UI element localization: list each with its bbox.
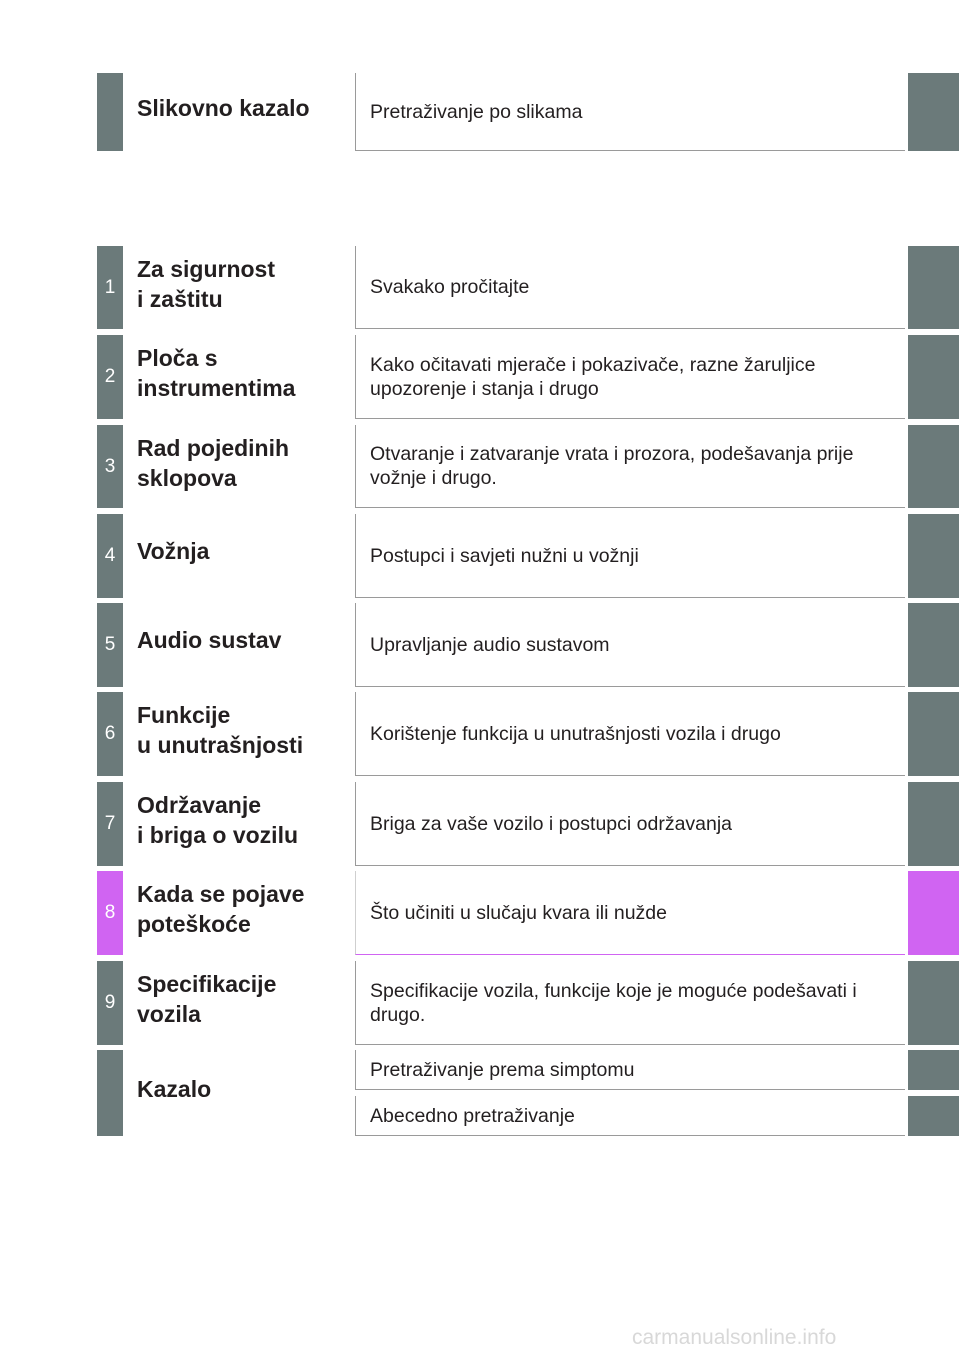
chapter-desc: Specifikacije vozila, funkcije koje je moguće podešavati i drugo. — [355, 961, 905, 1045]
index-title: Kazalo — [137, 1076, 212, 1102]
index-item-alphabetical[interactable]: Abecedno pretraživanje — [355, 1096, 905, 1136]
chapter-row-1[interactable] — [97, 246, 959, 329]
chapter-number: 3 — [97, 425, 123, 508]
chapter-title: Audio sustav — [137, 627, 282, 653]
chapter-title: Specifikacije vozila — [137, 971, 277, 1027]
chapter-title: Rad pojedinih sklopova — [137, 435, 290, 491]
chapter-right-tab — [908, 603, 959, 687]
chapter-number: 2 — [97, 335, 123, 419]
chapter-title: Za sigurnost i zaštitu — [137, 256, 276, 312]
chapter-desc: Korištenje funkcija u unutrašnjosti vozila i drugo — [355, 692, 905, 776]
header-row[interactable] — [97, 73, 959, 151]
chapter-title: Kada se pojave poteškoće — [137, 881, 305, 937]
chapter-right-tab — [908, 246, 959, 329]
chapter-desc: Briga za vaše vozilo i postupci održavanja — [355, 782, 905, 866]
chapter-desc: Otvaranje i zatvaranje vrata i prozora, podešavanja prije vožnje i drugo. — [355, 425, 905, 508]
footer-watermark: carmanualsonline.info — [632, 1326, 837, 1349]
header-desc: Pretraživanje po slikama — [355, 73, 905, 151]
chapter-desc: Svakako pročitajte — [355, 246, 905, 329]
chapter-right-tab — [908, 425, 959, 508]
chapter-row-9[interactable] — [97, 961, 959, 1045]
index-left-tab — [97, 1050, 123, 1136]
chapter-row-3[interactable] — [97, 425, 959, 508]
chapter-number: 4 — [97, 514, 123, 598]
chapter-title: Vožnja — [137, 538, 210, 564]
chapter-desc: Postupci i savjeti nužni u vožnji — [355, 514, 905, 598]
header-left-tab — [97, 73, 123, 151]
chapter-row-2[interactable] — [97, 335, 959, 419]
chapter-desc: Što učiniti u slučaju kvara ili nužde — [355, 871, 905, 955]
chapter-row-7[interactable] — [97, 782, 959, 866]
chapter-right-tab — [908, 692, 959, 776]
header-right-tab — [908, 73, 959, 151]
chapter-row-8[interactable] — [97, 871, 959, 955]
chapter-number: 9 — [97, 961, 123, 1045]
chapter-number: 1 — [97, 246, 123, 329]
chapter-title: Održavanje i briga o vozilu — [137, 792, 299, 848]
chapter-right-tab — [908, 514, 959, 598]
chapter-right-tab — [908, 871, 959, 955]
chapter-desc: Kako očitavati mjerače i pokazivače, razne žaruljice upozorenje i stanja i drugo — [355, 335, 905, 419]
header-title: Slikovno kazalo — [137, 95, 310, 121]
chapter-number: 5 — [97, 603, 123, 687]
chapter-title: Funkcije u unutrašnjosti — [137, 702, 304, 758]
index-item-symptom[interactable]: Pretraživanje prema simptomu — [355, 1050, 905, 1090]
chapter-desc: Upravljanje audio sustavom — [355, 603, 905, 687]
index-right-tab-1 — [908, 1050, 959, 1090]
chapter-number: 8 — [97, 871, 123, 955]
chapter-title: Ploča s instrumentima — [137, 345, 296, 401]
chapter-row-4[interactable] — [97, 514, 959, 598]
chapter-number: 7 — [97, 782, 123, 866]
index-row[interactable] — [97, 1050, 959, 1136]
chapter-number: 6 — [97, 692, 123, 776]
index-right-tab-2 — [908, 1096, 959, 1136]
chapter-right-tab — [908, 335, 959, 419]
chapter-right-tab — [908, 961, 959, 1045]
chapter-row-5[interactable] — [97, 603, 959, 687]
chapter-row-6[interactable] — [97, 692, 959, 776]
chapter-right-tab — [908, 782, 959, 866]
